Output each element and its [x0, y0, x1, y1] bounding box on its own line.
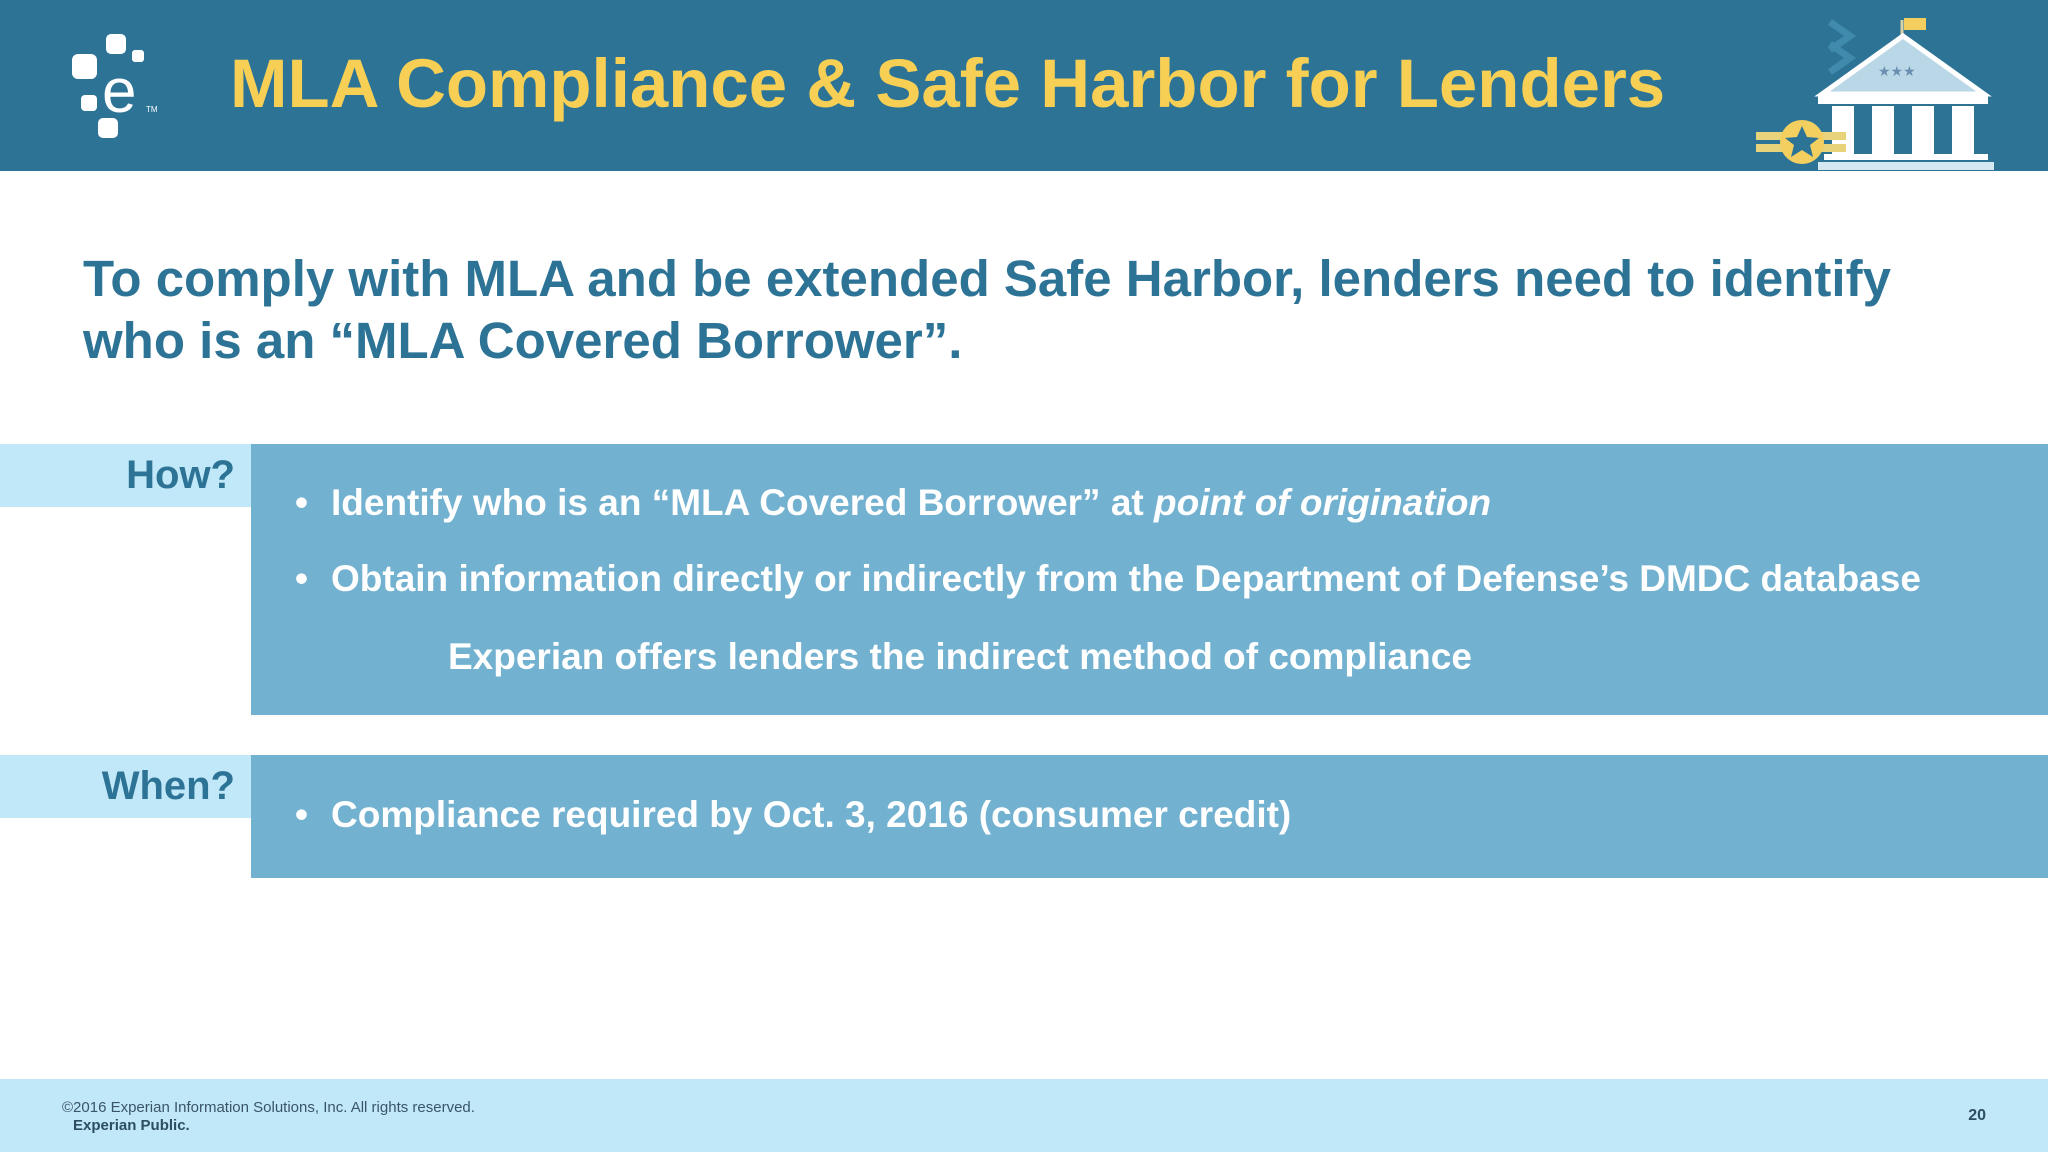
how-label: How?	[126, 453, 235, 497]
how-bullet-2	[295, 556, 1921, 602]
bullet-dot: •	[295, 794, 308, 835]
subtitle-line-2: who is an “MLA Covered Borrower”.	[83, 312, 963, 369]
slide-title: MLA Compliance & Safe Harbor for Lenders	[230, 45, 1666, 122]
when-bullet-1-text: Compliance required by Oct. 3, 2016 (consumer credit)	[331, 794, 1292, 835]
how-bullet-1-text: Identify who is an “MLA Covered Borrower” at	[331, 482, 1155, 523]
how-bullet-2-text: Obtain information directly or indirectly from the Department of Defense’s DMDC database	[331, 558, 1921, 599]
bullet-dot: •	[295, 558, 308, 599]
svg-text:e: e	[102, 57, 137, 126]
government-building-icon	[1752, 14, 2002, 172]
subtitle-line-1: To comply with MLA and be extended Safe Harbor, lenders need to identify	[83, 250, 1891, 307]
when-bullet-1	[295, 792, 1291, 838]
when-content-box	[251, 755, 2048, 878]
how-bullet-1-emphasis: point of origination	[1154, 482, 1492, 523]
when-label-tab	[0, 755, 251, 818]
when-label: When?	[101, 764, 235, 808]
bullet-dot: •	[295, 482, 308, 523]
slide-header	[0, 0, 2048, 171]
how-bullet-1	[295, 480, 1491, 526]
copyright-text: ©2016 Experian Information Solutions, Inc. All rights reserved.	[62, 1099, 475, 1116]
how-note: Experian offers lenders the indirect method of compliance	[448, 636, 1472, 677]
slide-footer	[0, 1079, 2048, 1152]
classification-text: Experian Public.	[73, 1117, 190, 1134]
slide-subtitle	[83, 248, 1983, 372]
svg-text:TM: TM	[146, 105, 158, 114]
page-number: 20	[1968, 1107, 1986, 1124]
how-label-tab	[0, 444, 251, 507]
experian-logo-icon	[70, 32, 162, 144]
svg-text:★★★: ★★★	[1878, 64, 1916, 80]
how-content-box	[251, 444, 2048, 715]
